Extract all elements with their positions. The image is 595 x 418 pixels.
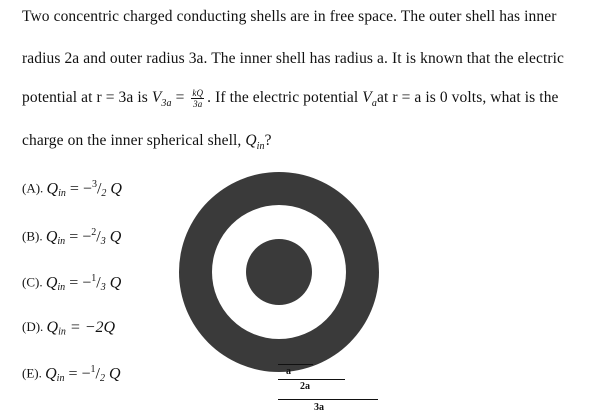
option-e-q: Q <box>45 365 57 383</box>
option-d-q: Q <box>46 319 59 337</box>
option-a-num: 3 <box>91 179 97 190</box>
question-mark: ? <box>264 132 272 149</box>
radius-3a-line <box>278 399 378 400</box>
option-e-num: 1 <box>90 364 96 375</box>
option-d-label: (D). <box>22 319 44 334</box>
option-b-num: 2 <box>91 227 97 238</box>
radius-2a-label: 2a <box>300 381 310 392</box>
fraction-numerator: kQ <box>192 88 204 98</box>
option-c-slash: / <box>96 274 101 292</box>
radius-a-line <box>278 364 313 365</box>
va-symbol: V <box>362 89 372 107</box>
option-c-q: Q <box>45 274 58 292</box>
radius-2a-line <box>278 379 345 380</box>
option-c-label: (C). <box>22 274 43 290</box>
option-e-eq: = − <box>64 365 91 383</box>
option-e-sub: in <box>56 372 65 384</box>
option-a-den: 2 <box>101 187 107 199</box>
option-b-q: Q <box>45 228 58 246</box>
question-line-3-text-c: at r = a is 0 volts, what is the <box>376 89 559 107</box>
option-e-slash: / <box>95 365 100 383</box>
question-line-4-text-a: charge on the inner spherical shell, <box>22 132 246 149</box>
option-e-den: 2 <box>99 372 105 384</box>
question-line-2: radius 2a and outer radius 3a. The inner shell has radius a. It is known that the electric <box>22 50 565 67</box>
fraction-denominator: 3a <box>193 99 203 109</box>
inner-shell <box>246 239 312 305</box>
option-b-slash: / <box>96 228 101 246</box>
option-a-charge: Q <box>106 180 122 198</box>
option-b-eq: = − <box>65 228 92 246</box>
option-a-sub: in <box>58 187 66 199</box>
option-c-eq: = − <box>65 274 92 292</box>
question-line-1: Two concentric charged conducting shells are in free space. The outer shell has inner <box>22 8 557 25</box>
option-a-slash: / <box>96 180 102 198</box>
question-line-3-text-b: . If the electric potential <box>207 89 363 107</box>
option-c-den: 3 <box>100 281 106 293</box>
v3a-symbol: V <box>151 89 162 107</box>
option-c-num: 1 <box>91 273 97 284</box>
radius-3a-label: 3a <box>314 402 324 413</box>
option-d-eq: = −2Q <box>65 319 116 337</box>
option-c-charge: Q <box>105 274 122 292</box>
v3a-subscript: 3a <box>161 98 172 110</box>
option-b-charge: Q <box>105 228 122 246</box>
va-subscript: a <box>371 98 377 110</box>
option-e-charge: Q <box>104 365 121 383</box>
qin-subscript: in <box>256 141 265 153</box>
option-a-eq: = − <box>65 180 92 198</box>
radius-a-label: a <box>286 366 291 377</box>
option-b-sub: in <box>57 235 66 247</box>
question-line-3-text-a: potential at r = 3a is <box>22 89 152 107</box>
option-b-den: 3 <box>100 235 106 247</box>
equals-sign: = <box>171 89 189 107</box>
option-e-label: (E). <box>22 365 42 381</box>
option-c-sub: in <box>57 281 66 293</box>
option-d-sub: in <box>58 326 66 338</box>
option-a-label: (A). <box>22 180 44 196</box>
option-a-q: Q <box>46 180 59 198</box>
qin-symbol: Q <box>245 132 257 149</box>
option-b-label: (B). <box>22 228 43 244</box>
